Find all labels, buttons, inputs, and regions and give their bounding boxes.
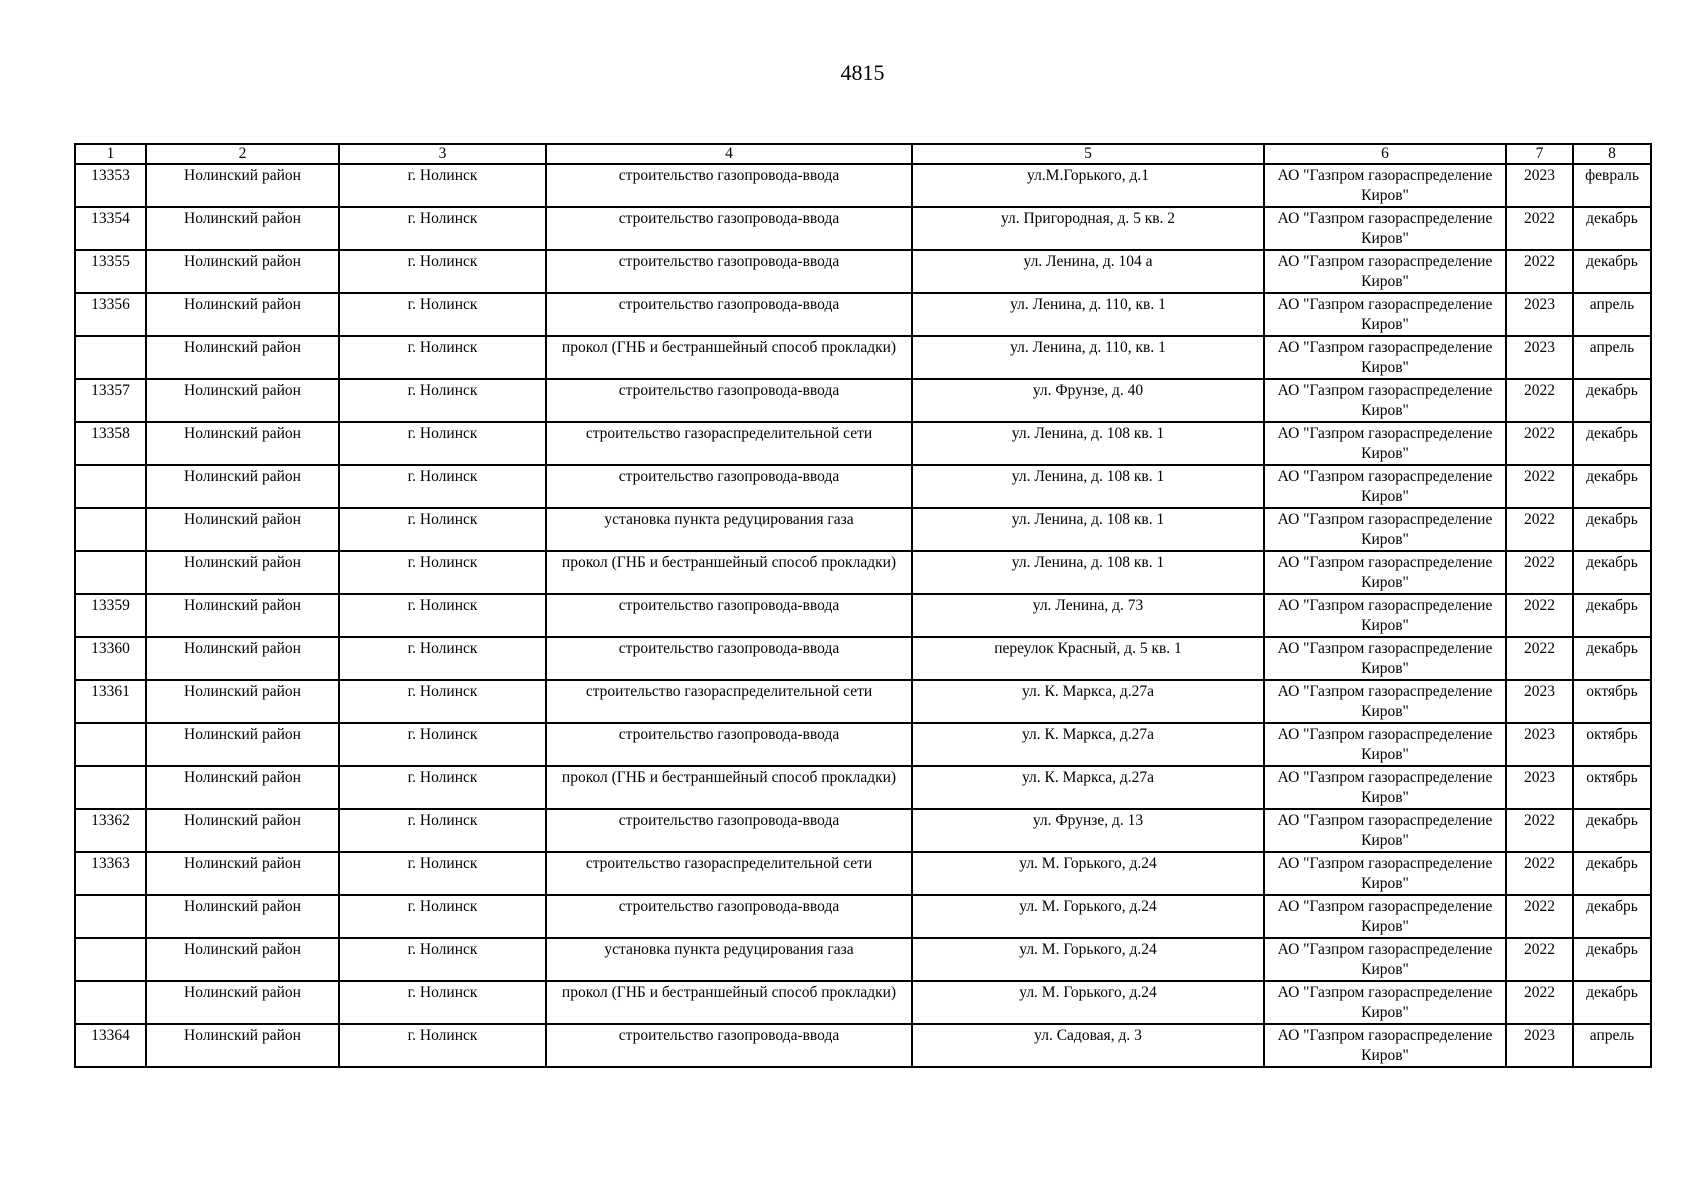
cell-year: 2022	[1506, 981, 1573, 1024]
cell-address: переулок Красный, д. 5 кв. 1	[912, 637, 1264, 680]
cell-organization: АО "Газпром газораспределение Киров"	[1264, 293, 1506, 336]
cell-year: 2022	[1506, 207, 1573, 250]
cell-number	[75, 766, 146, 809]
cell-number: 13353	[75, 164, 146, 207]
cell-year: 2023	[1506, 723, 1573, 766]
column-header: 8	[1573, 144, 1651, 164]
cell-year: 2022	[1506, 594, 1573, 637]
cell-address: ул. Ленина, д. 108 кв. 1	[912, 422, 1264, 465]
cell-number: 13358	[75, 422, 146, 465]
cell-district: Нолинский район	[146, 1024, 339, 1067]
cell-work-type: строительство газораспределительной сети	[546, 852, 912, 895]
cell-district: Нолинский район	[146, 336, 339, 379]
cell-address: ул. Ленина, д. 110, кв. 1	[912, 293, 1264, 336]
cell-month: октябрь	[1573, 766, 1651, 809]
cell-organization: АО "Газпром газораспределение Киров"	[1264, 766, 1506, 809]
data-table	[74, 143, 1652, 1068]
cell-year: 2022	[1506, 250, 1573, 293]
cell-organization: АО "Газпром газораспределение Киров"	[1264, 250, 1506, 293]
table-row	[75, 766, 1651, 809]
table-row	[75, 422, 1651, 465]
cell-settlement: г. Нолинск	[339, 938, 546, 981]
cell-year: 2022	[1506, 379, 1573, 422]
cell-month: декабрь	[1573, 594, 1651, 637]
table-row	[75, 637, 1651, 680]
cell-organization: АО "Газпром газораспределение Киров"	[1264, 336, 1506, 379]
cell-work-type: строительство газопровода-ввода	[546, 895, 912, 938]
cell-work-type: строительство газопровода-ввода	[546, 809, 912, 852]
cell-district: Нолинский район	[146, 379, 339, 422]
column-header: 5	[912, 144, 1264, 164]
cell-district: Нолинский район	[146, 250, 339, 293]
cell-settlement: г. Нолинск	[339, 680, 546, 723]
cell-settlement: г. Нолинск	[339, 637, 546, 680]
cell-number: 13356	[75, 293, 146, 336]
cell-year: 2022	[1506, 465, 1573, 508]
cell-district: Нолинский район	[146, 551, 339, 594]
cell-work-type: строительство газопровода-ввода	[546, 465, 912, 508]
cell-work-type: прокол (ГНБ и бестраншейный способ прокладки)	[546, 336, 912, 379]
cell-settlement: г. Нолинск	[339, 293, 546, 336]
cell-number	[75, 551, 146, 594]
cell-settlement: г. Нолинск	[339, 508, 546, 551]
cell-address: ул. Садовая, д. 3	[912, 1024, 1264, 1067]
table-row	[75, 551, 1651, 594]
cell-organization: АО "Газпром газораспределение Киров"	[1264, 809, 1506, 852]
table-row	[75, 465, 1651, 508]
cell-district: Нолинский район	[146, 508, 339, 551]
cell-address: ул. Фрунзе, д. 40	[912, 379, 1264, 422]
cell-month: декабрь	[1573, 895, 1651, 938]
table-row	[75, 723, 1651, 766]
cell-address: ул. К. Маркса, д.27а	[912, 680, 1264, 723]
cell-address: ул. Фрунзе, д. 13	[912, 809, 1264, 852]
cell-year: 2023	[1506, 680, 1573, 723]
cell-organization: АО "Газпром газораспределение Киров"	[1264, 895, 1506, 938]
cell-address: ул. М. Горького, д.24	[912, 895, 1264, 938]
cell-year: 2022	[1506, 637, 1573, 680]
table-row	[75, 809, 1651, 852]
cell-work-type: установка пункта редуцирования газа	[546, 938, 912, 981]
cell-number: 13355	[75, 250, 146, 293]
cell-settlement: г. Нолинск	[339, 336, 546, 379]
cell-work-type: установка пункта редуцирования газа	[546, 508, 912, 551]
cell-work-type: строительство газораспределительной сети	[546, 422, 912, 465]
cell-work-type: строительство газопровода-ввода	[546, 379, 912, 422]
column-header: 2	[146, 144, 339, 164]
cell-year: 2023	[1506, 293, 1573, 336]
cell-month: декабрь	[1573, 207, 1651, 250]
cell-settlement: г. Нолинск	[339, 379, 546, 422]
cell-address: ул. Ленина, д. 108 кв. 1	[912, 508, 1264, 551]
cell-address: ул. Пригородная, д. 5 кв. 2	[912, 207, 1264, 250]
cell-number	[75, 895, 146, 938]
cell-organization: АО "Газпром газораспределение Киров"	[1264, 723, 1506, 766]
cell-number	[75, 508, 146, 551]
table-row	[75, 508, 1651, 551]
cell-district: Нолинский район	[146, 465, 339, 508]
cell-month: апрель	[1573, 1024, 1651, 1067]
cell-month: февраль	[1573, 164, 1651, 207]
cell-address: ул. Ленина, д. 108 кв. 1	[912, 465, 1264, 508]
cell-year: 2023	[1506, 164, 1573, 207]
table-body	[75, 164, 1651, 1067]
cell-year: 2023	[1506, 1024, 1573, 1067]
cell-month: декабрь	[1573, 250, 1651, 293]
cell-organization: АО "Газпром газораспределение Киров"	[1264, 422, 1506, 465]
cell-number	[75, 938, 146, 981]
cell-district: Нолинский район	[146, 293, 339, 336]
table-row	[75, 1024, 1651, 1067]
cell-number: 13361	[75, 680, 146, 723]
cell-district: Нолинский район	[146, 809, 339, 852]
cell-month: декабрь	[1573, 508, 1651, 551]
cell-address: ул. Ленина, д. 110, кв. 1	[912, 336, 1264, 379]
cell-settlement: г. Нолинск	[339, 1024, 546, 1067]
cell-month: декабрь	[1573, 809, 1651, 852]
cell-number: 13363	[75, 852, 146, 895]
table-row	[75, 852, 1651, 895]
column-header: 1	[75, 144, 146, 164]
cell-settlement: г. Нолинск	[339, 723, 546, 766]
cell-month: декабрь	[1573, 551, 1651, 594]
cell-organization: АО "Газпром газораспределение Киров"	[1264, 852, 1506, 895]
cell-number: 13360	[75, 637, 146, 680]
cell-organization: АО "Газпром газораспределение Киров"	[1264, 680, 1506, 723]
cell-work-type: прокол (ГНБ и бестраншейный способ прокладки)	[546, 981, 912, 1024]
cell-settlement: г. Нолинск	[339, 766, 546, 809]
table-row	[75, 895, 1651, 938]
cell-number: 13357	[75, 379, 146, 422]
cell-organization: АО "Газпром газораспределение Киров"	[1264, 594, 1506, 637]
cell-number	[75, 981, 146, 1024]
cell-address: ул. М. Горького, д.24	[912, 852, 1264, 895]
cell-district: Нолинский район	[146, 852, 339, 895]
column-header: 6	[1264, 144, 1506, 164]
cell-organization: АО "Газпром газораспределение Киров"	[1264, 207, 1506, 250]
cell-year: 2023	[1506, 336, 1573, 379]
cell-district: Нолинский район	[146, 164, 339, 207]
cell-district: Нолинский район	[146, 981, 339, 1024]
cell-month: декабрь	[1573, 422, 1651, 465]
cell-work-type: строительство газопровода-ввода	[546, 250, 912, 293]
cell-address: ул. М. Горького, д.24	[912, 981, 1264, 1024]
cell-settlement: г. Нолинск	[339, 895, 546, 938]
cell-year: 2022	[1506, 422, 1573, 465]
cell-work-type: строительство газопровода-ввода	[546, 293, 912, 336]
cell-month: декабрь	[1573, 981, 1651, 1024]
cell-month: декабрь	[1573, 938, 1651, 981]
cell-year: 2022	[1506, 508, 1573, 551]
cell-year: 2022	[1506, 809, 1573, 852]
cell-month: октябрь	[1573, 680, 1651, 723]
cell-district: Нолинский район	[146, 938, 339, 981]
cell-organization: АО "Газпром газораспределение Киров"	[1264, 1024, 1506, 1067]
cell-organization: АО "Газпром газораспределение Киров"	[1264, 164, 1506, 207]
table-row	[75, 207, 1651, 250]
cell-month: декабрь	[1573, 379, 1651, 422]
cell-month: декабрь	[1573, 852, 1651, 895]
cell-work-type: строительство газопровода-ввода	[546, 207, 912, 250]
cell-organization: АО "Газпром газораспределение Киров"	[1264, 508, 1506, 551]
cell-settlement: г. Нолинск	[339, 594, 546, 637]
cell-work-type: строительство газопровода-ввода	[546, 1024, 912, 1067]
cell-work-type: строительство газопровода-ввода	[546, 594, 912, 637]
page-number: 4815	[840, 60, 885, 85]
cell-district: Нолинский район	[146, 766, 339, 809]
column-header: 4	[546, 144, 912, 164]
cell-address: ул. Ленина, д. 104 а	[912, 250, 1264, 293]
table-row	[75, 938, 1651, 981]
cell-settlement: г. Нолинск	[339, 809, 546, 852]
cell-work-type: строительство газопровода-ввода	[546, 637, 912, 680]
cell-settlement: г. Нолинск	[339, 422, 546, 465]
table-row	[75, 680, 1651, 723]
cell-address: ул.М.Горького, д.1	[912, 164, 1264, 207]
cell-organization: АО "Газпром газораспределение Киров"	[1264, 465, 1506, 508]
cell-work-type: прокол (ГНБ и бестраншейный способ прокладки)	[546, 766, 912, 809]
cell-year: 2022	[1506, 852, 1573, 895]
cell-year: 2022	[1506, 938, 1573, 981]
cell-month: декабрь	[1573, 465, 1651, 508]
table-row	[75, 594, 1651, 637]
table-row	[75, 164, 1651, 207]
table-row	[75, 250, 1651, 293]
table-row	[75, 336, 1651, 379]
cell-year: 2022	[1506, 895, 1573, 938]
cell-month: апрель	[1573, 293, 1651, 336]
cell-settlement: г. Нолинск	[339, 250, 546, 293]
cell-month: апрель	[1573, 336, 1651, 379]
cell-address: ул. К. Маркса, д.27а	[912, 766, 1264, 809]
cell-organization: АО "Газпром газораспределение Киров"	[1264, 551, 1506, 594]
cell-number: 13354	[75, 207, 146, 250]
cell-district: Нолинский район	[146, 594, 339, 637]
cell-district: Нолинский район	[146, 723, 339, 766]
cell-organization: АО "Газпром газораспределение Киров"	[1264, 981, 1506, 1024]
cell-organization: АО "Газпром газораспределение Киров"	[1264, 379, 1506, 422]
cell-number	[75, 723, 146, 766]
cell-organization: АО "Газпром газораспределение Киров"	[1264, 938, 1506, 981]
cell-settlement: г. Нолинск	[339, 207, 546, 250]
cell-work-type: строительство газопровода-ввода	[546, 164, 912, 207]
cell-address: ул. Ленина, д. 73	[912, 594, 1264, 637]
table-row	[75, 293, 1651, 336]
cell-work-type: строительство газопровода-ввода	[546, 723, 912, 766]
cell-district: Нолинский район	[146, 680, 339, 723]
table-row	[75, 379, 1651, 422]
cell-address: ул. М. Горького, д.24	[912, 938, 1264, 981]
cell-district: Нолинский район	[146, 207, 339, 250]
column-header: 3	[339, 144, 546, 164]
cell-district: Нолинский район	[146, 422, 339, 465]
cell-settlement: г. Нолинск	[339, 981, 546, 1024]
cell-settlement: г. Нолинск	[339, 465, 546, 508]
cell-number: 13362	[75, 809, 146, 852]
table-row	[75, 981, 1651, 1024]
cell-year: 2022	[1506, 551, 1573, 594]
cell-address: ул. Ленина, д. 108 кв. 1	[912, 551, 1264, 594]
cell-work-type: строительство газораспределительной сети	[546, 680, 912, 723]
cell-number	[75, 336, 146, 379]
cell-number: 13359	[75, 594, 146, 637]
cell-month: октябрь	[1573, 723, 1651, 766]
cell-address: ул. К. Маркса, д.27а	[912, 723, 1264, 766]
cell-month: декабрь	[1573, 637, 1651, 680]
cell-settlement: г. Нолинск	[339, 852, 546, 895]
cell-number	[75, 465, 146, 508]
column-header: 7	[1506, 144, 1573, 164]
cell-settlement: г. Нолинск	[339, 551, 546, 594]
cell-settlement: г. Нолинск	[339, 164, 546, 207]
cell-organization: АО "Газпром газораспределение Киров"	[1264, 637, 1506, 680]
cell-year: 2023	[1506, 766, 1573, 809]
cell-work-type: прокол (ГНБ и бестраншейный способ прокладки)	[546, 551, 912, 594]
cell-number: 13364	[75, 1024, 146, 1067]
cell-district: Нолинский район	[146, 895, 339, 938]
cell-district: Нолинский район	[146, 637, 339, 680]
header-row	[75, 144, 1651, 164]
